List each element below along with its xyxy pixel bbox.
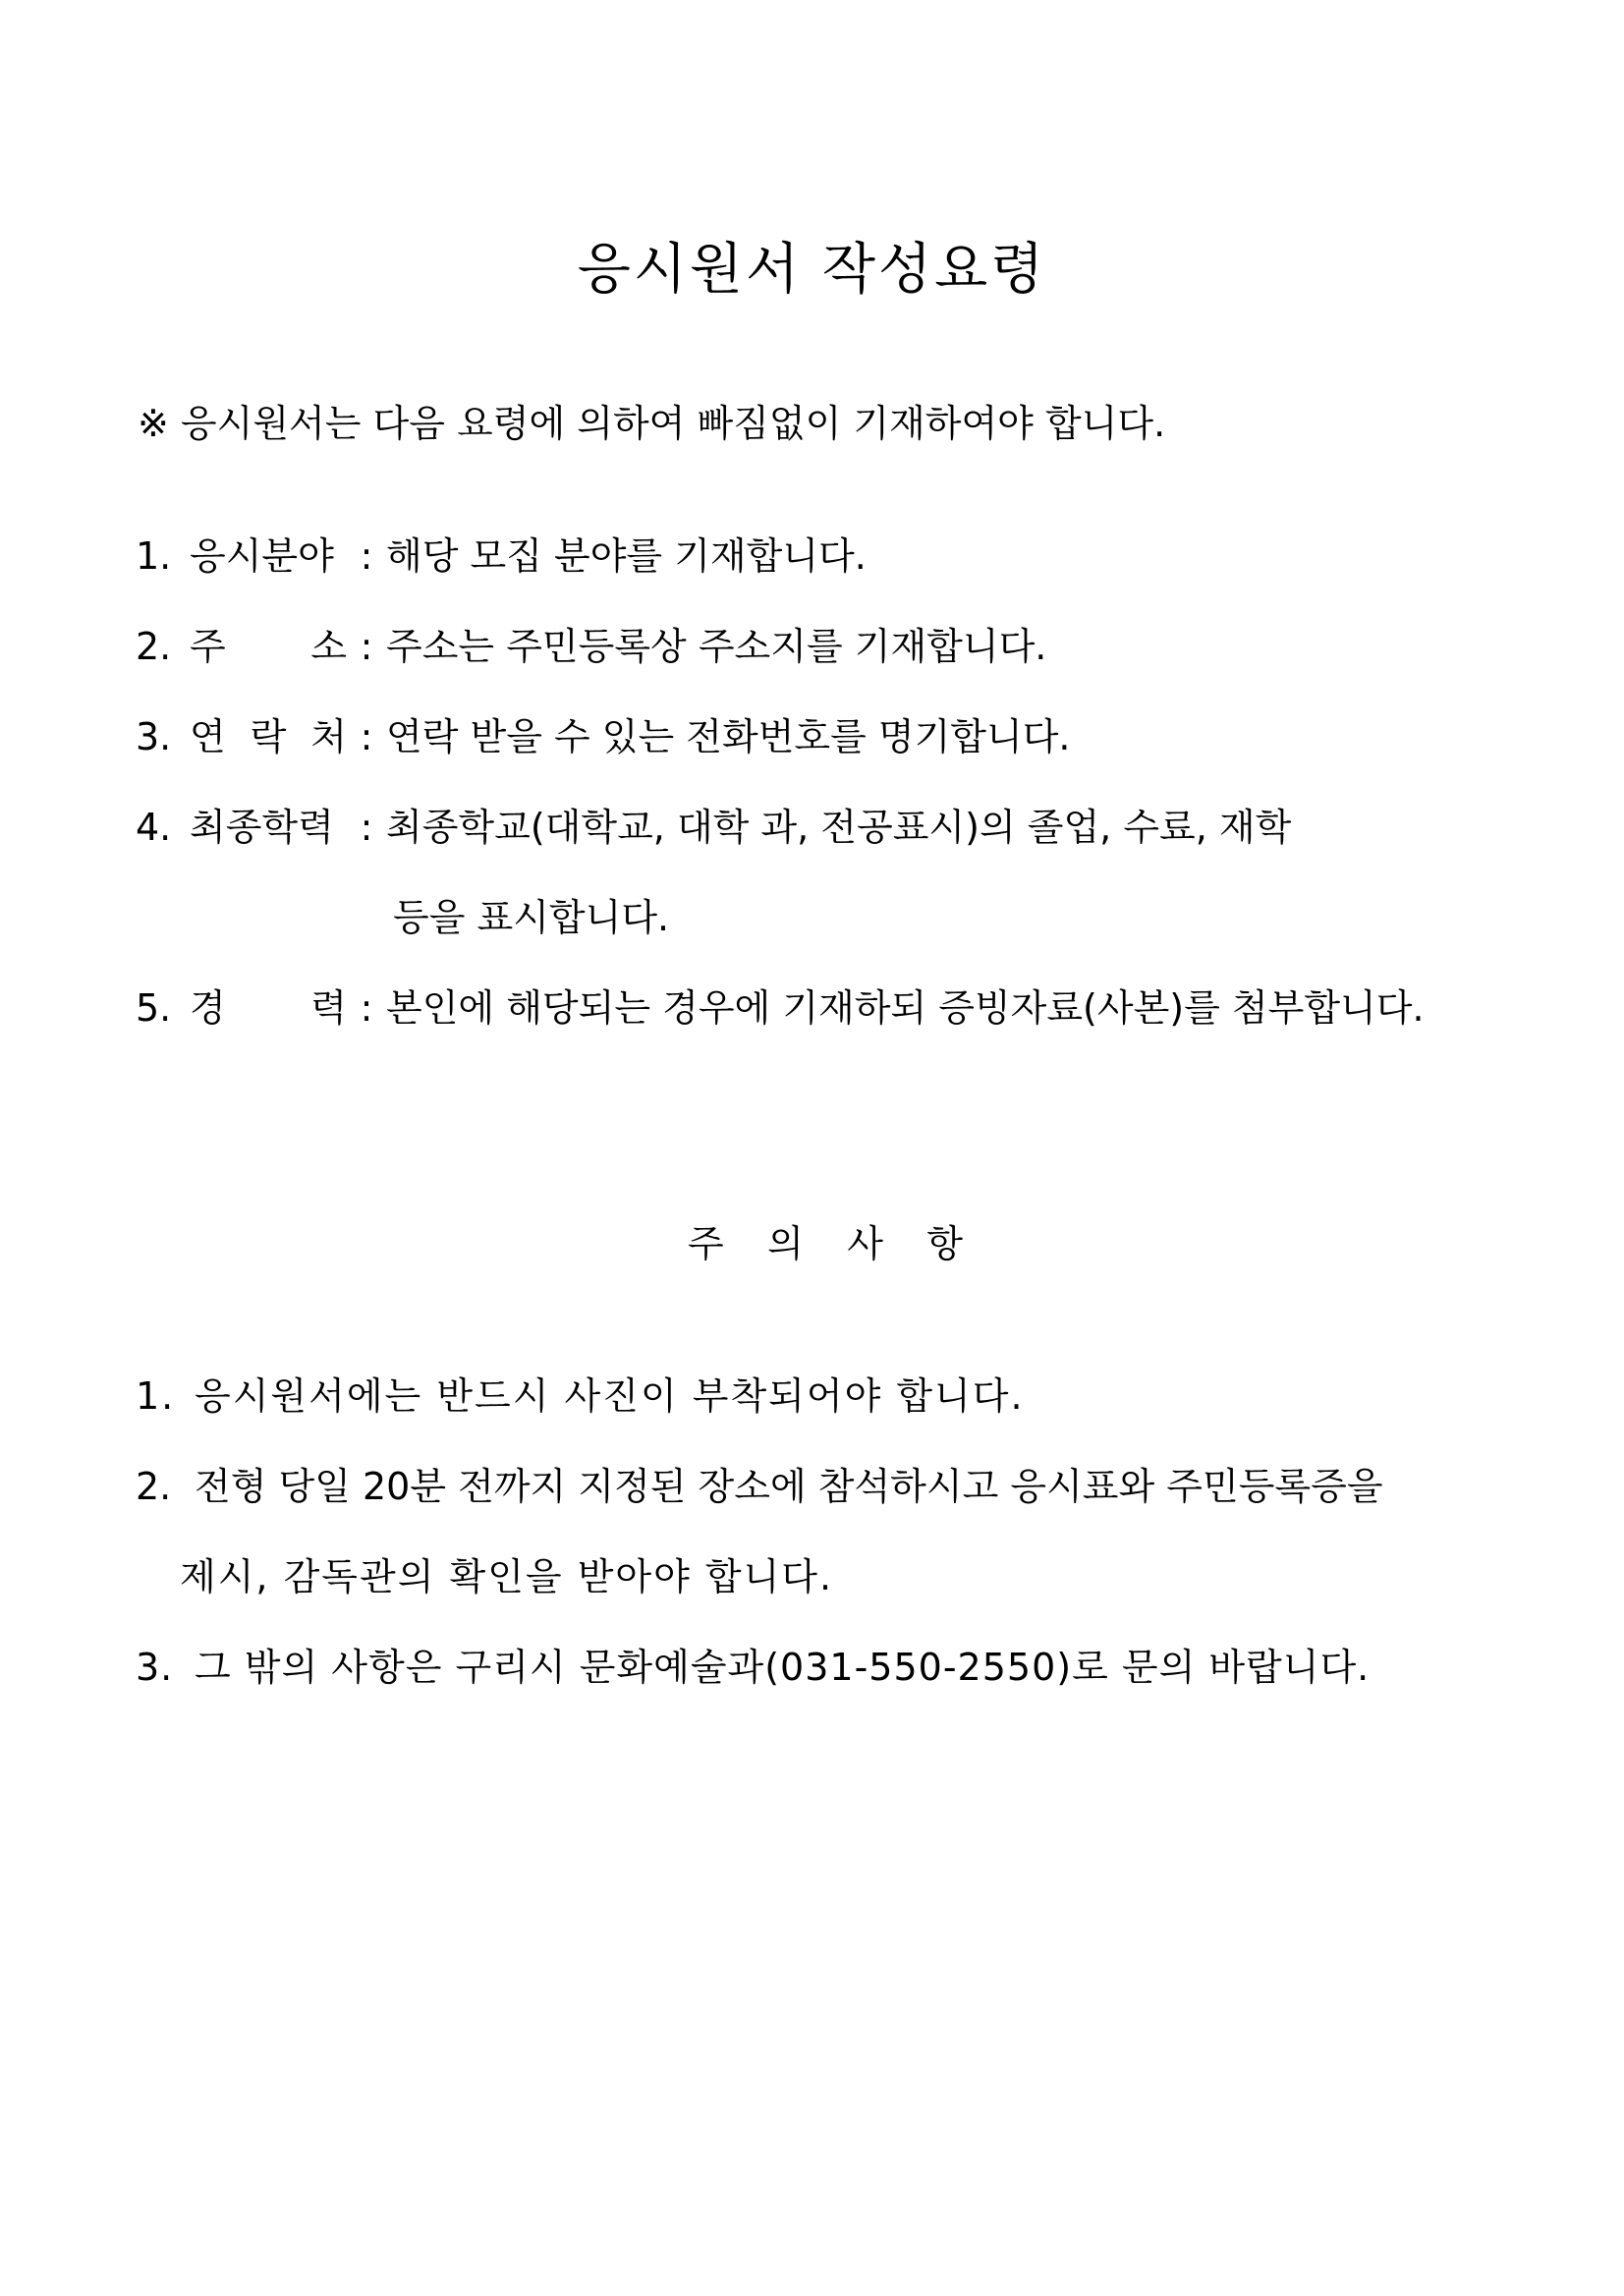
instruction-item	[136, 706, 1071, 760]
item-number: 4.	[136, 806, 172, 849]
instruction-item	[136, 797, 1291, 851]
item-number: 3.	[136, 715, 172, 758]
instruction-item	[136, 978, 1425, 1032]
item-label: 응시분야	[190, 534, 334, 578]
item-text: 본인에 해당되는 경우에 기재하되 증빙자료(사본)를 첨부합니다.	[386, 986, 1425, 1030]
item-label-char: 소	[310, 625, 347, 668]
instruction-item	[136, 526, 867, 580]
caution-number: 1.	[136, 1374, 176, 1418]
item-colon: :	[360, 534, 373, 578]
item-label-char: 락	[250, 715, 287, 758]
notice-line: ※ 응시원서는 다음 요령에 의하여 빠짐없이 기재하여야 합니다.	[138, 402, 1166, 445]
caution-item	[136, 1637, 1370, 1691]
caution-item	[136, 1366, 1025, 1420]
item-text: 주소는 주민등록상 주소지를 기재합니다.	[386, 625, 1047, 668]
item-label	[190, 706, 347, 760]
caution-heading-char: 주	[688, 1222, 724, 1265]
caution-text: 응시원서에는 반드시 사진이 부착되어야 합니다.	[195, 1374, 1025, 1418]
item-colon: :	[360, 986, 373, 1030]
item-label-char: 주	[190, 625, 226, 668]
item-text-continuation: 등을 표시합니다.	[393, 896, 670, 939]
instruction-item	[136, 616, 1046, 670]
caution-item	[136, 1456, 1383, 1510]
document-title: 응시원서 작성요령	[577, 238, 1047, 302]
caution-text-continuation: 제시, 감독관의 확인을 받아야 합니다.	[180, 1555, 834, 1598]
caution-number: 2.	[136, 1465, 172, 1508]
caution-heading-char: 의	[767, 1222, 804, 1265]
item-label-char: 연	[190, 715, 226, 758]
item-text: 연락 받을 수 있는 전화번호를 명기합니다.	[386, 715, 1071, 758]
caution-heading-char: 항	[926, 1222, 963, 1265]
item-label: 최종학력	[190, 806, 334, 849]
item-colon: :	[360, 806, 373, 849]
caution-text: 그 밖의 사항은 구리시 문화예술과(031-550-2550)로 문의 바랍니다.	[195, 1646, 1371, 1689]
item-label-char: 력	[310, 986, 347, 1030]
caution-number: 3.	[136, 1646, 174, 1689]
caution-heading	[688, 1213, 963, 1267]
item-colon: :	[360, 715, 373, 758]
caution-heading-char: 사	[847, 1222, 883, 1265]
item-colon: :	[360, 625, 373, 668]
item-number: 1.	[136, 534, 172, 578]
item-number: 5.	[136, 986, 172, 1030]
item-label	[190, 616, 347, 670]
item-number: 2.	[136, 625, 172, 668]
item-label-char: 경	[190, 986, 226, 1030]
item-label-char: 처	[310, 715, 347, 758]
item-text: 해당 모집 분야를 기재합니다.	[386, 534, 867, 578]
item-text: 최종학교(대학교, 대학 과, 전공표시)의 졸업, 수료, 재학	[386, 806, 1292, 849]
caution-text: 전형 당일 20분 전까지 지정된 장소에 참석하시고 응시표와 주민등록증을	[195, 1465, 1383, 1508]
item-label	[190, 978, 347, 1032]
